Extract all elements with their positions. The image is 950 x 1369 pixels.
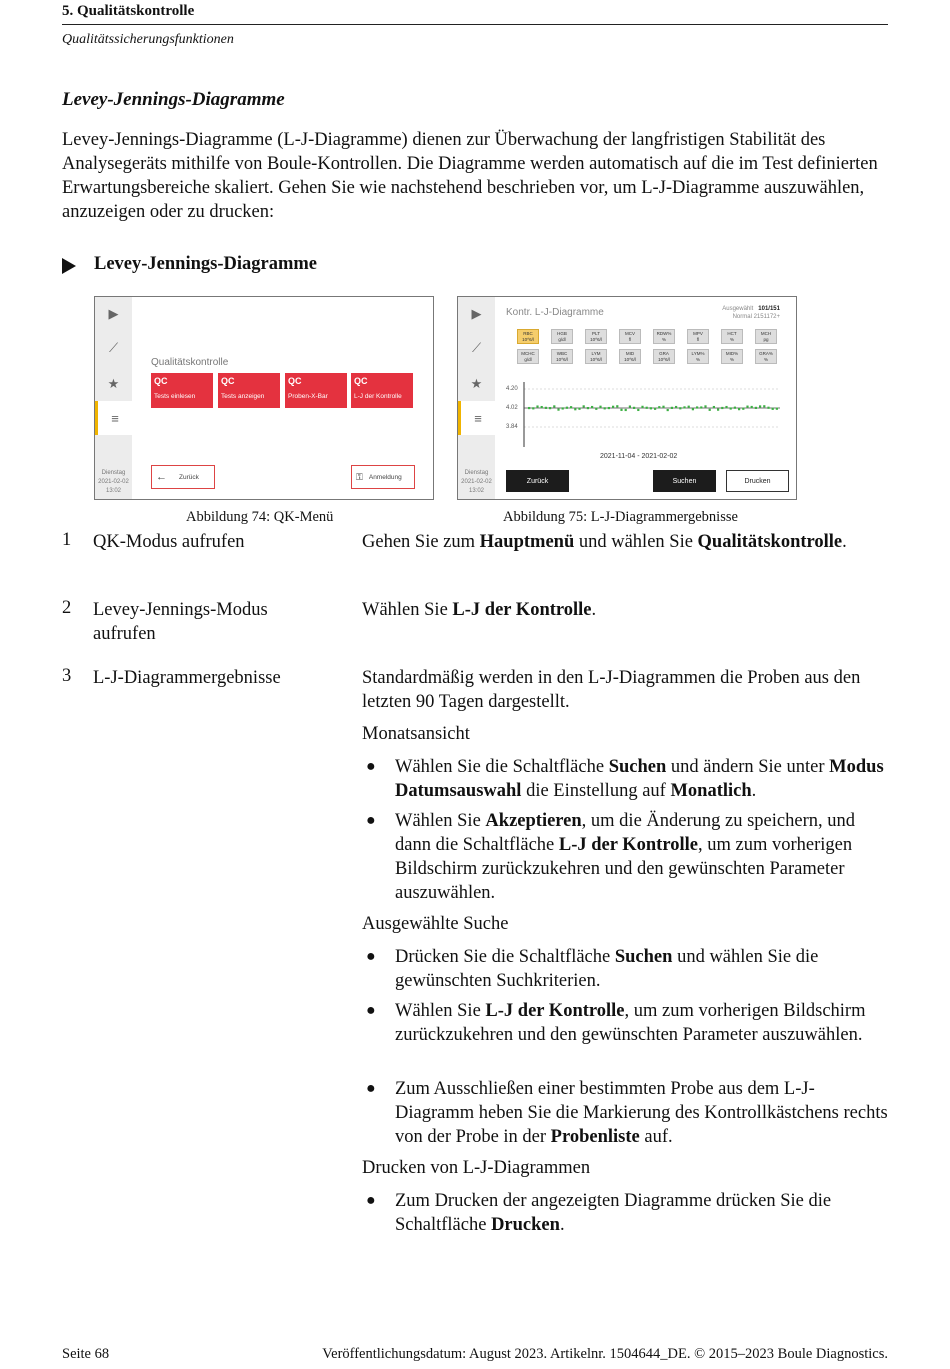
lj-point [545, 407, 547, 409]
step-3-number: 3 [62, 666, 72, 686]
lj-point [713, 406, 715, 408]
intro-paragraph: Levey-Jennings-Diagramme (L-J-Diagramme) dienen zur Überwachung der langfristigen Stabilität des Analysegeräts mithilfe von Boule-Kontrollen. Die Diagramme werden automatisch auf die im Test definierten Erwartungsbereiche skaliert. Gehen Sie wie nachstehend beschrieben vor, um L-J-Diagramme auszuwählen, anzuzeigen oder zu drucken: [62, 130, 878, 222]
qc-sidebar [95, 297, 132, 499]
tile-proben-x-bar[interactable]: QC Proben-X-Bar [285, 373, 347, 408]
lj-point [700, 406, 702, 408]
star-icon[interactable]: ★ [470, 376, 483, 391]
tile-tests-einlesen[interactable]: QC Tests einlesen [151, 373, 213, 408]
step-1-text: Gehen Sie zum Hauptmenü und wählen Sie Qualitätskontrolle. [362, 532, 847, 552]
param-lym-pct[interactable]: LYM% % [687, 349, 709, 364]
lj-point [667, 409, 669, 411]
chart-icon[interactable]: ⟋ [471, 340, 482, 355]
step-2-label: Levey-Jennings-Modus aufrufen [93, 600, 268, 644]
lj-point [562, 407, 564, 409]
param-rbc[interactable]: RBC 10^6/l [517, 329, 539, 344]
lj-point [612, 406, 614, 408]
lj-point [620, 409, 622, 411]
lj-selection-info: Ausgewählt 101/151 Normal 2151172+ [722, 306, 780, 320]
monthly-bullet-1: Wählen Sie die Schaltfläche Suchen und ändern Sie unter Modus Datumsauswahl die Einstellung auf Monatlich. [395, 757, 884, 801]
param-unit: fl [628, 337, 632, 342]
star-icon[interactable]: ★ [107, 376, 120, 391]
header-rule [62, 24, 888, 25]
lj-point [583, 405, 585, 407]
lj-print-button[interactable]: Drucken [726, 470, 789, 492]
param-unit: % [661, 337, 666, 342]
procedure-title: Levey-Jennings-Diagramme [94, 254, 317, 274]
footer-info: Veröffentlichungsdatum: August 2023. Artikelnr. 1504644_DE. © 2015–2023 Boule Diagnostics. [322, 1346, 888, 1362]
lj-point [755, 407, 757, 409]
step-2-number: 2 [62, 598, 72, 618]
section-title: Levey-Jennings-Diagramme [62, 89, 285, 110]
param-hgb[interactable]: HGB g/dl [551, 329, 573, 344]
lj-point [671, 407, 673, 409]
param-unit: g/dl [558, 337, 566, 342]
lj-search-button[interactable]: Suchen [653, 470, 716, 492]
qc-login-button[interactable]: ⚿ Anmeldung [351, 465, 415, 489]
search-bullet-3: Zum Ausschließen einer bestimmten Probe aus dem L-J-Diagramm heben Sie die Markierung des Kontrollkästchens rechts von der Probe in der Probenliste auf. [395, 1079, 888, 1147]
param-unit: g/dl [524, 357, 532, 362]
param-plt[interactable]: PLT 10^6/l [585, 329, 607, 344]
step-2-text: Wählen Sie L-J der Kontrolle. [362, 600, 597, 620]
lj-point [629, 405, 631, 407]
lj-point [675, 406, 677, 408]
axis-label-top: 4.20 [506, 386, 518, 392]
lj-date-range: 2021-11-04 - 2021-02-02 [600, 453, 678, 460]
lj-point [536, 405, 538, 407]
lj-point [730, 407, 732, 409]
lj-point [709, 409, 711, 411]
param-unit: % [763, 357, 768, 362]
lj-point [591, 406, 593, 408]
step-3-text: Standardmäßig werden in den L-J-Diagrammen die Proben aus den letzten 90 Tagen dargestellt. [362, 668, 861, 712]
qc-title: Qualitätskontrolle [151, 357, 229, 368]
lj-point [654, 408, 656, 410]
lj-point [759, 405, 761, 407]
lj-chart-screenshot [457, 296, 797, 500]
param-gra-pct[interactable]: GRA% % [755, 349, 777, 364]
axis-label-mid: 4.02 [506, 405, 518, 411]
lj-point [679, 407, 681, 409]
arrow-left-icon: ← [156, 471, 167, 483]
qc-menu-screenshot [94, 296, 434, 500]
tile-tests-anzeigen[interactable]: QC Tests anzeigen [218, 373, 280, 408]
subchapter-heading: Qualitätssicherungsfunktionen [62, 32, 234, 47]
param-unit: 10^6/l [556, 357, 568, 362]
lj-point [641, 406, 643, 408]
lj-point [625, 409, 627, 411]
monthly-view-heading: Monatsansicht [362, 724, 470, 744]
lj-point [646, 407, 648, 409]
lj-point [662, 406, 664, 408]
param-mcv[interactable]: MCV fl [619, 329, 641, 344]
lj-point [570, 406, 572, 408]
lj-point [776, 408, 778, 410]
lj-title: Kontr. L-J-Diagramme [506, 307, 604, 318]
bullet: ● [366, 812, 376, 829]
lj-point [688, 406, 690, 408]
lj-point [738, 408, 740, 410]
lj-point [763, 405, 765, 407]
caption-fig74: Abbildung 74: QK-Menü [186, 509, 334, 525]
param-unit: % [729, 337, 734, 342]
param-unit: % [729, 357, 734, 362]
bullet: ● [366, 1080, 376, 1097]
play-icon[interactable]: ▶ [471, 306, 482, 321]
lj-plot [458, 297, 796, 499]
lj-point [734, 407, 736, 409]
menu-icon[interactable]: ≡ [458, 401, 495, 435]
param-unit: 10^6/l [590, 357, 602, 362]
lj-point [767, 407, 769, 409]
procedure-arrow-icon [62, 258, 76, 274]
step-1-label: QK-Modus aufrufen [93, 532, 245, 552]
lj-point [742, 408, 744, 410]
lj-point [528, 407, 530, 409]
lj-point [637, 409, 639, 411]
lj-point [692, 408, 694, 410]
param-unit: % [695, 357, 700, 362]
chart-icon[interactable]: ⟋ [108, 340, 119, 355]
step-1-number: 1 [62, 530, 72, 550]
lj-back-button[interactable]: Zurück [506, 470, 569, 492]
lj-point [566, 407, 568, 409]
search-bullet-2: Wählen Sie L-J der Kontrolle, um zum vorherigen Bildschirm zurückzukehren und den gewünschten Parameter auszuwählen. [395, 1001, 866, 1045]
lj-point [595, 408, 597, 410]
param-wbc[interactable]: WBC 10^6/l [551, 349, 573, 364]
lj-point [599, 406, 601, 408]
lj-point [541, 406, 543, 408]
lj-point [557, 409, 559, 411]
caption-fig75: Abbildung 75: L-J-Diagrammergebnisse [503, 509, 738, 525]
param-unit: fl [696, 337, 700, 342]
play-icon[interactable]: ▶ [108, 306, 119, 321]
bullet: ● [366, 758, 376, 775]
lj-point [532, 407, 534, 409]
lj-point [746, 406, 748, 408]
param-mchc[interactable]: MCHC g/dl [517, 349, 539, 364]
bullet: ● [366, 1192, 376, 1209]
lj-point [725, 406, 727, 408]
lj-point [650, 407, 652, 409]
qc-datetime: Dienstag 2021-02-02 13:02 [98, 470, 129, 494]
axis-label-bottom: 3.84 [506, 424, 518, 430]
chapter-heading: 5. Qualitätskontrolle [62, 3, 195, 19]
lj-point [616, 405, 618, 407]
param-unit: 10^6/l [658, 357, 670, 362]
param-hct[interactable]: HCT % [721, 329, 743, 344]
param-rdw-pct[interactable]: RDW% % [653, 329, 675, 344]
menu-icon[interactable]: ≡ [95, 401, 132, 435]
param-lym[interactable]: LYM 10^6/l [585, 349, 607, 364]
param-mid[interactable]: MID 10^6/l [619, 349, 641, 364]
lj-point [772, 408, 774, 410]
lj-point [604, 407, 606, 409]
step-3-label: L-J-Diagrammergebnisse [93, 668, 281, 688]
lj-point [549, 407, 551, 409]
print-bullet-1: Zum Drucken der angezeigten Diagramme drücken Sie die Schaltfläche Drucken. [395, 1191, 832, 1235]
user-icon: ⚿ [356, 471, 363, 482]
page-number: Seite 68 [62, 1346, 110, 1362]
param-mch[interactable]: MCH pg [755, 329, 777, 344]
lj-point [587, 407, 589, 409]
bullet: ● [366, 948, 376, 965]
lj-point [553, 405, 555, 407]
lj-point [704, 405, 706, 407]
lj-point [608, 407, 610, 409]
search-bullet-1: Drücken Sie die Schaltfläche Suchen und wählen Sie die gewünschten Suchkriterien. [395, 947, 819, 991]
param-mid-pct[interactable]: MID% % [721, 349, 743, 364]
qc-back-button[interactable]: ← Zurück [151, 465, 215, 489]
bullet: ● [366, 1002, 376, 1019]
lj-point [578, 408, 580, 410]
param-unit: pg [763, 337, 769, 342]
selected-search-heading: Ausgewählte Suche [362, 914, 509, 934]
lj-point [574, 408, 576, 410]
monthly-bullet-2: Wählen Sie Akzeptieren, um die Änderung zu speichern, und dann die Schaltfläche L-J der Kontrolle, um zum vorherigen Bildschirm zurückzukehren und den gewünschten Parameter auszuwählen. [395, 811, 855, 903]
print-heading: Drucken von L-J-Diagrammen [362, 1158, 591, 1178]
lj-point [717, 409, 719, 411]
tile-lj-kontrolle[interactable]: QC L-J der Kontrolle [351, 373, 413, 408]
param-mpv[interactable]: MPV fl [687, 329, 709, 344]
lj-point [658, 406, 660, 408]
lj-point [721, 407, 723, 409]
lj-point [696, 406, 698, 408]
lj-point [751, 406, 753, 408]
param-gra[interactable]: GRA 10^6/l [653, 349, 675, 364]
lj-datetime: Dienstag 2021-02-02 13:02 [461, 470, 492, 494]
param-unit: 10^6/l [522, 337, 534, 342]
param-unit: 10^6/l [624, 357, 636, 362]
lj-point [633, 407, 635, 409]
param-unit: 10^6/l [590, 337, 602, 342]
lj-point [683, 406, 685, 408]
